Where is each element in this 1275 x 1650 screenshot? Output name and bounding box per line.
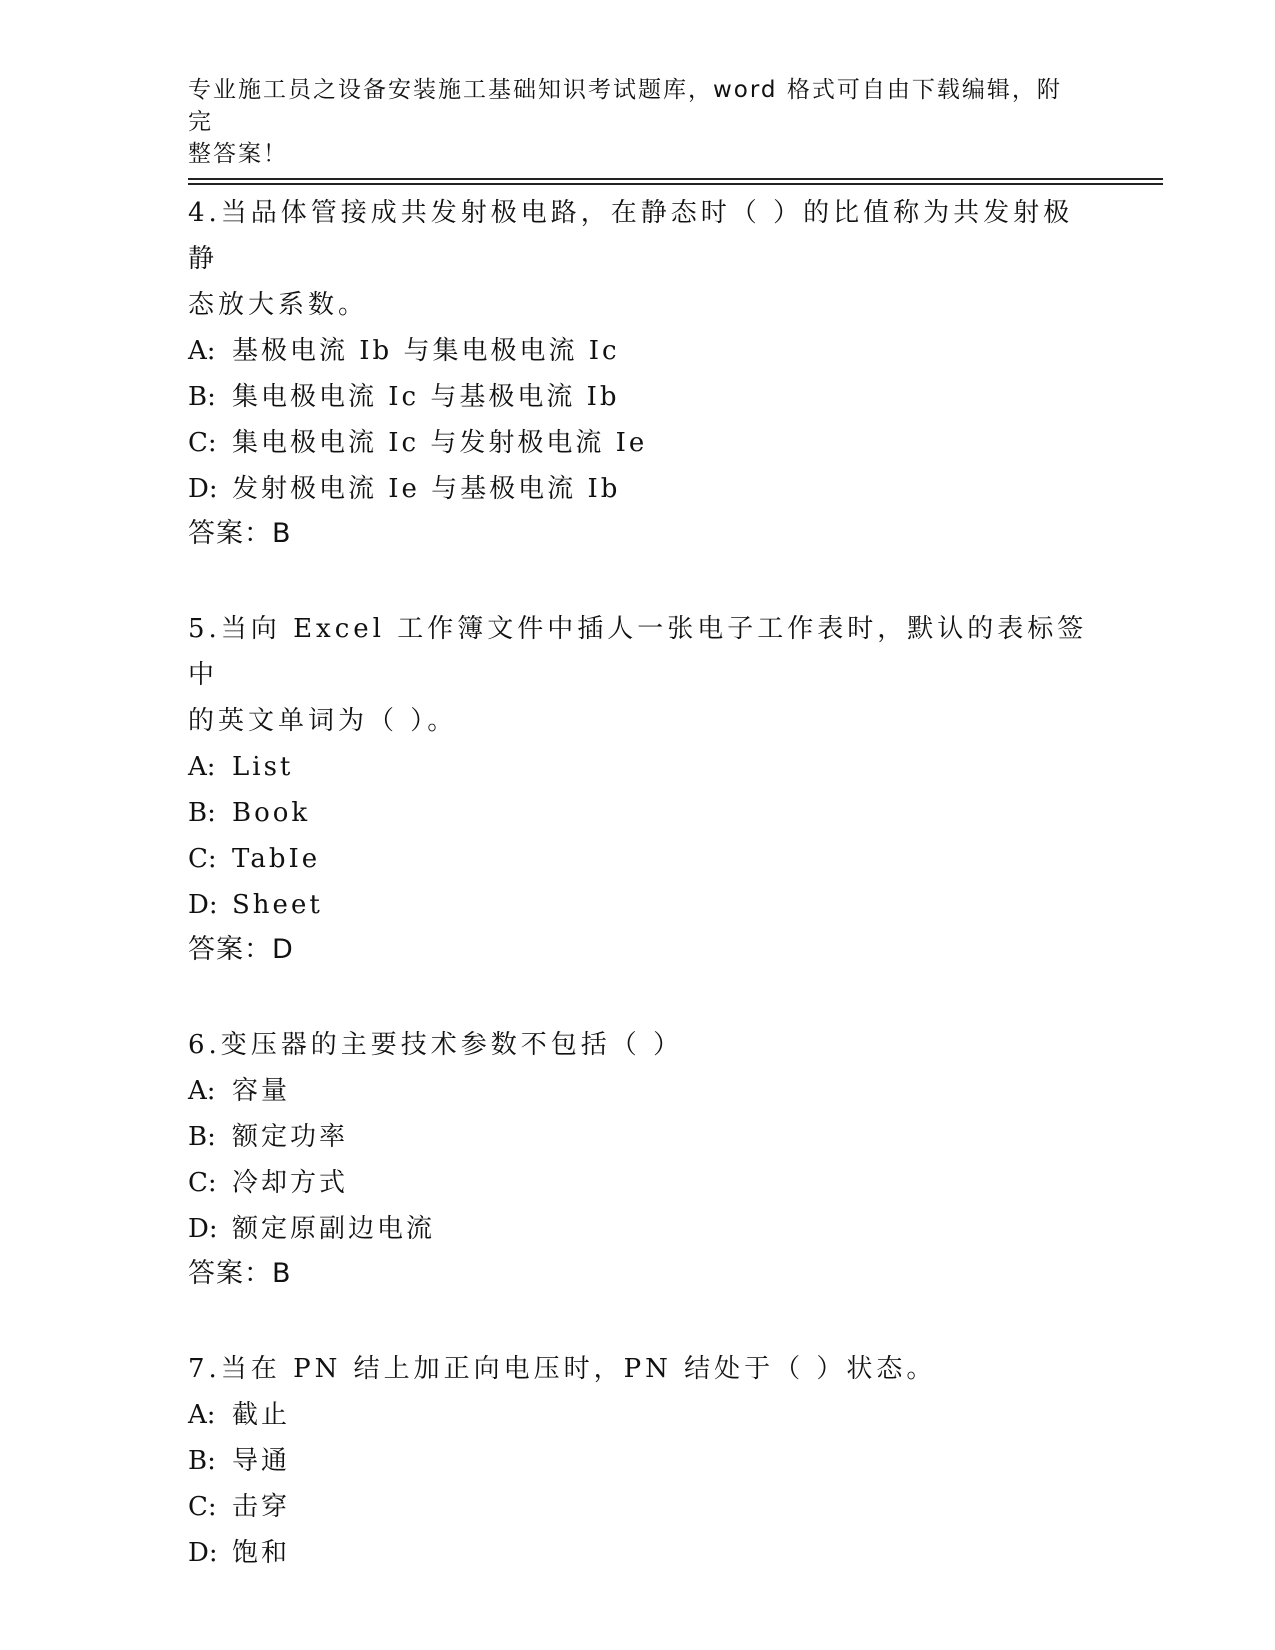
question-stem-line-2: 的英文单词为（ ）。: [188, 706, 458, 736]
option-letter: B:: [188, 1122, 216, 1152]
option-letter: D:: [188, 1214, 218, 1244]
option-letter: C:: [188, 844, 217, 874]
option-a: [188, 1392, 1088, 1438]
answer-line: 答案：D: [188, 934, 294, 965]
option-b: [188, 1114, 1088, 1160]
question-stem-line-2: 态放大系数。: [188, 290, 369, 320]
option-a: [188, 1068, 1088, 1114]
header-divider-top: [188, 178, 1163, 180]
option-text: 击穿: [232, 1492, 291, 1522]
question-stem: [188, 606, 1088, 744]
option-letter: D:: [188, 890, 218, 920]
option-text: 饱和: [232, 1538, 291, 1568]
option-letter: C:: [188, 1168, 217, 1198]
question-stem: [188, 190, 1088, 328]
question-list: [188, 190, 1088, 1626]
option-letter: A:: [188, 1400, 216, 1430]
option-c: [188, 836, 1088, 882]
option-letter: D:: [188, 474, 218, 504]
question-stem-line-1: 5.当向 Excel 工作簿文件中插人一张电子工作表时，默认的表标签中: [188, 614, 1088, 690]
question-7: [188, 1346, 1088, 1576]
option-d: [188, 1206, 1088, 1252]
option-text: 冷却方式: [232, 1168, 349, 1198]
option-letter: B:: [188, 798, 216, 828]
option-letter: C:: [188, 1492, 217, 1522]
option-letter: A:: [188, 752, 216, 782]
option-letter: D:: [188, 1538, 218, 1568]
option-text: 容量: [232, 1076, 291, 1106]
option-text: Sheet: [232, 890, 323, 920]
question-4: [188, 190, 1088, 556]
option-d: [188, 466, 1088, 512]
option-text: 额定原副边电流: [232, 1214, 436, 1244]
option-text: 发射极电流 Ie 与基极电流 Ib: [232, 474, 621, 504]
option-text: 截止: [232, 1400, 291, 1430]
option-text: List: [232, 752, 294, 782]
option-text: Book: [232, 798, 311, 828]
option-letter: B:: [188, 382, 216, 412]
header-line-1: 专业施工员之设备安装施工基础知识考试题库，word 格式可自由下载编辑，附完: [188, 77, 1062, 135]
option-letter: A:: [188, 1076, 216, 1106]
option-text: 集电极电流 Ic 与基极电流 Ib: [232, 382, 620, 412]
answer-line: 答案：B: [188, 1258, 292, 1289]
option-text: 集电极电流 Ic 与发射极电流 Ie: [232, 428, 648, 458]
question-stem: [188, 1346, 1088, 1392]
question-5: [188, 606, 1088, 972]
option-b: [188, 790, 1088, 836]
question-stem: [188, 1022, 1088, 1068]
option-text: 基极电流 Ib 与集电极电流 Ic: [232, 336, 620, 366]
option-text: TabIe: [232, 844, 321, 874]
header-line-2: 整答案！: [188, 141, 288, 167]
option-b: [188, 1438, 1088, 1484]
option-text: 导通: [232, 1446, 291, 1476]
question-stem-line-1: 7.当在 PN 结上加正向电压时，PN 结处于（ ）状态。: [188, 1354, 937, 1384]
option-a: [188, 744, 1088, 790]
option-c: [188, 1484, 1088, 1530]
question-stem-line-1: 4.当品体管接成共发射极电路，在静态时（ ）的比值称为共发射极静: [188, 198, 1074, 274]
option-text: 额定功率: [232, 1122, 349, 1152]
option-d: [188, 882, 1088, 928]
option-letter: A:: [188, 336, 216, 366]
option-c: [188, 1160, 1088, 1206]
option-a: [188, 328, 1088, 374]
option-c: [188, 420, 1088, 466]
option-letter: C:: [188, 428, 217, 458]
option-b: [188, 374, 1088, 420]
header-divider-bottom: [188, 183, 1163, 185]
option-letter: B:: [188, 1446, 216, 1476]
option-d: [188, 1530, 1088, 1576]
answer-line: 答案：B: [188, 518, 292, 549]
question-6: [188, 1022, 1088, 1296]
document-header: [188, 74, 1068, 170]
question-stem-line-1: 6.变压器的主要技术参数不包括（ ）: [188, 1030, 684, 1060]
